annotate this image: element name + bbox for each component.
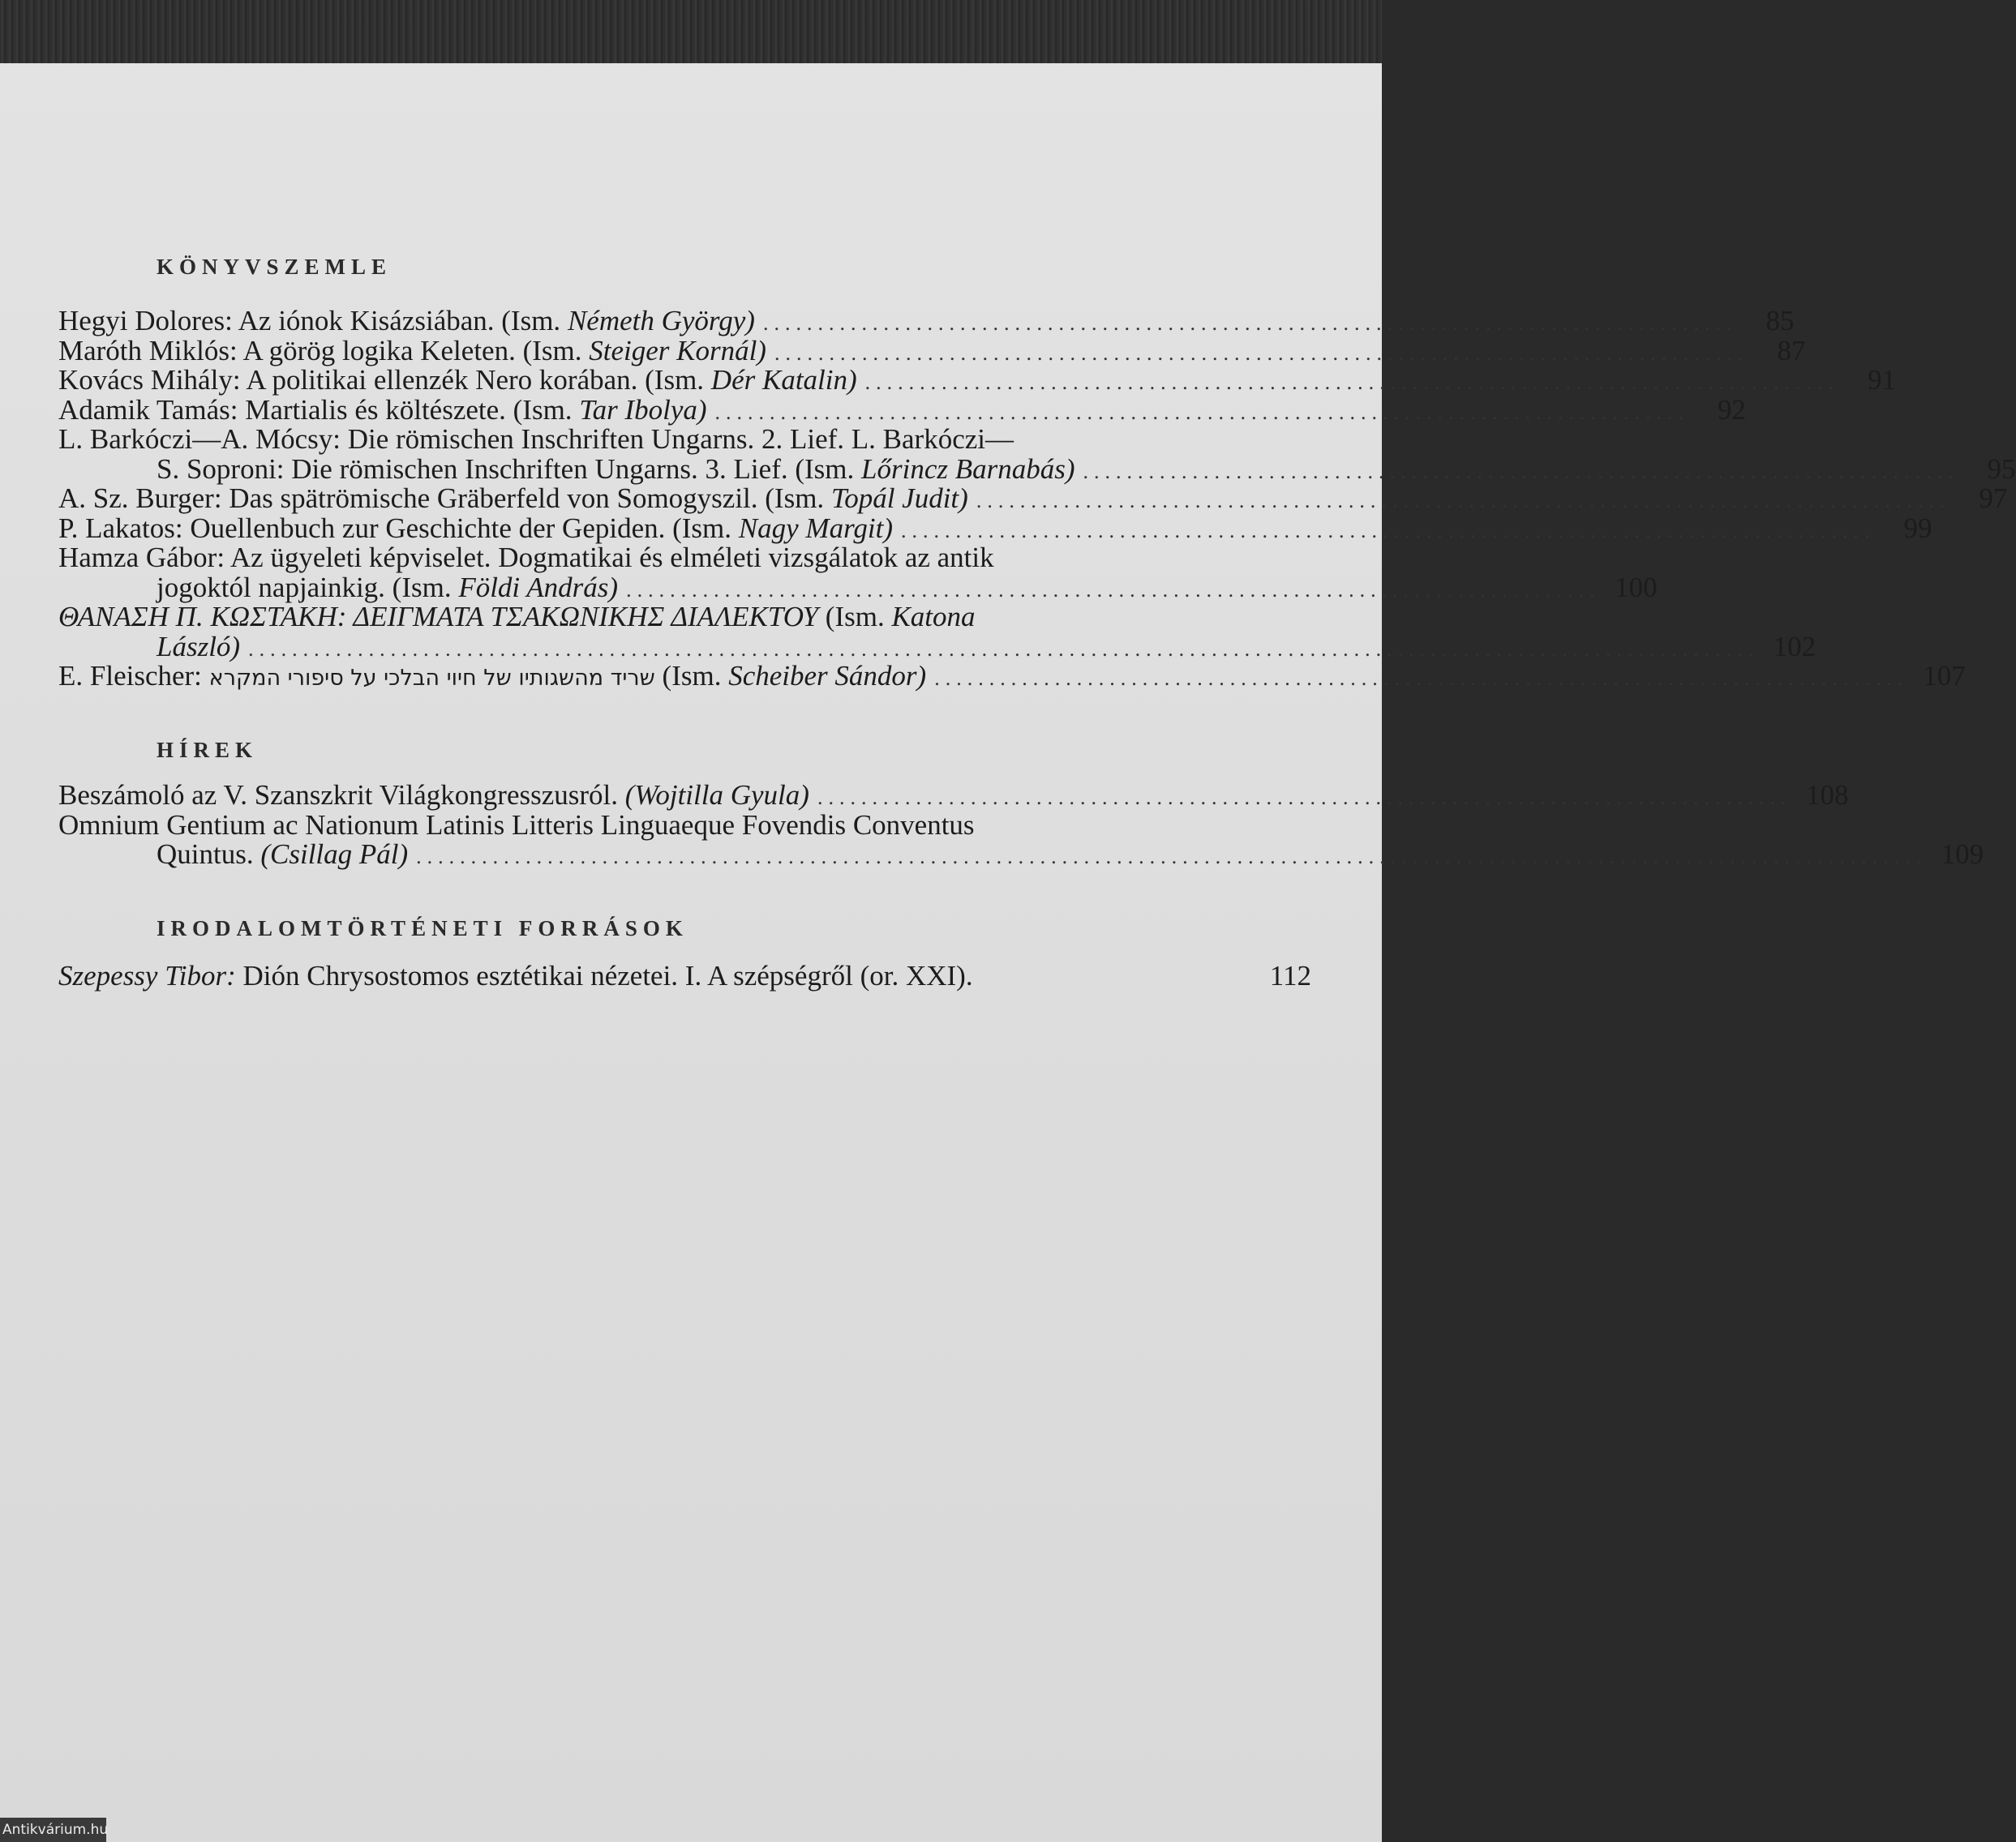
leader-dots: .......................................................................................................................................... [416,845,1928,868]
entry-reviewer: Németh György) [567,305,755,336]
entry-page-number: 91 [1868,364,1897,396]
entry-reviewer: Dér Katalin) [710,364,857,396]
leader-dots: ......................................................................................... [976,489,1951,512]
entry-text: P. Lakatos: Ouellenbuch zur Geschichte der Gepiden. (Ism. [58,512,739,544]
leader-dots: ......................................................................................... [626,577,1601,602]
entry-text: (Ism. [818,601,892,632]
section-heading-hirek: HÍREK [157,738,259,762]
entry-greek-title: ΘΑΝΑΣΗ Π. ΚΩΣΤΑΚΗ: ΔΕΙΓΜΑΤΑ ΤΣΑΚΩΝΙΚΗΣ ΔΙΑΛΕΚΤΟΥ [58,601,819,632]
leader-dots: ......................................................................................... [714,400,1690,424]
entry-first-line: Hamza Gábor: Az ügyeleti képviselet. Dogmatikai és elméleti vizsgálatok az antik [58,542,994,573]
entry-first-line: L. Barkóczi—A. Mócsy: Die römischen Inschriften Ungarns. 2. Lief. L. Barkóczi— [58,423,1014,455]
toc-entry [58,660,1966,692]
toc-entry [58,808,1984,870]
entry-page-number: 95 [1987,452,2016,485]
toc-entry [58,423,2016,485]
book-page [0,63,2016,1842]
entry-page-number: 92 [1718,393,1747,426]
entry-text: Beszámoló az V. Szanszkrit Világkongresszusról. [58,779,625,811]
entry-page-number: 97 [1979,482,2008,514]
leader-dots: ......................................................................................... [762,311,1738,335]
leader-dots: ......................................................................................... [774,341,1749,365]
entry-reviewer: Tar Ibolya) [579,393,707,426]
entry-text: jogoktól napjainkig. (Ism. [157,571,459,603]
entry-text: Hegyi Dolores: Az iónok Kisázsiában. (Ism. [58,305,568,336]
entry-page-number: 100 [1615,571,1658,603]
toc-entry [58,542,1658,603]
toc-entry [58,779,1849,811]
toc-entry [58,482,2008,514]
entry-reviewer: Topál Judit) [830,482,968,514]
entry-reviewer: (Wojtilla Gyula) [624,779,809,811]
entry-text: A. Sz. Burger: Das spätrömische Gräberfeld von Somogyszil. (Ism. [58,482,831,514]
entry-first-line: Omnium Gentium ac Nationum Latinis Litteris Linguaeque Fovendis Conventus [58,808,975,841]
entry-text: E. Fleischer: [58,660,209,692]
entry-reviewer: Földi András) [458,571,619,603]
toc-entry [58,512,1932,544]
entry-text: Kovács Mihály: A politikai ellenzék Nero korában. (Ism. [58,364,711,396]
entry-text: Adamik Tamás: Martialis és költészete. (Ism. [58,393,580,426]
leader-dots: ......................................................................................... [934,666,1909,690]
entry-text: Maróth Miklós: A görög logika Keleten. (Ism. [58,334,590,366]
entry-page-number: 107 [1923,660,1966,692]
entry-text: Quintus. [157,838,261,870]
entry-text: (Ism. [654,660,729,692]
entry-page-number: 87 [1777,334,1806,366]
entry-reviewer: László) [157,630,241,662]
entry-page-number: 112 [1269,960,1311,992]
entry-author: Szepessy Tibor: [58,960,236,992]
leader-dots: ......................................................................................... [864,371,1840,394]
entry-reviewer: Steiger Kornál) [589,334,766,366]
leader-dots: .......................................................................................................................................... [248,636,1760,661]
leader-dots: ................................................................................ [1083,459,1959,483]
entry-reviewer: Nagy Margit) [738,512,893,544]
entry-text: S. Soproni: Die römischen Inschriften Ungarns. 3. Lief. (Ism. [157,452,862,485]
toc-entry [58,305,1795,336]
toc-entry [58,334,1806,366]
entry-page-number: 99 [1903,512,1932,544]
entry-page-number: 102 [1773,630,1817,662]
entry-reviewer: (Csillag Pál) [260,838,409,870]
toc-entry [58,601,1817,662]
entry-text: Dión Chrysostomos esztétikai nézetei. I. A szépségről (or. XXI). [235,960,973,992]
toc-entry [58,364,1897,396]
entry-page-number: 85 [1765,305,1795,336]
entry-reviewer: Katona [891,601,976,632]
toc-entry [58,962,1311,992]
section-heading-irodalomtorteneti: IRODALOMTÖRTÉNETI FORRÁSOK [157,916,688,940]
leader-dots: ......................................................................................... [901,518,1876,542]
toc-entry [58,393,1747,426]
entry-page-number: 108 [1805,779,1849,811]
entry-hebrew-title: שריד מהשגותיו של חיוי הבלכי על סיפורי המקרא [208,666,655,691]
watermark: Antikvárium.hu [0,1818,106,1842]
leader-dots: ......................................................................................... [817,786,1792,809]
section-heading-konyvszemle: KÖNYVSZEMLE [157,255,392,279]
entry-reviewer: Scheiber Sándor) [728,660,927,692]
entry-reviewer: Lőrincz Barnabás) [861,452,1075,485]
background-desk [0,0,1382,69]
entry-page-number: 109 [1941,838,1984,870]
